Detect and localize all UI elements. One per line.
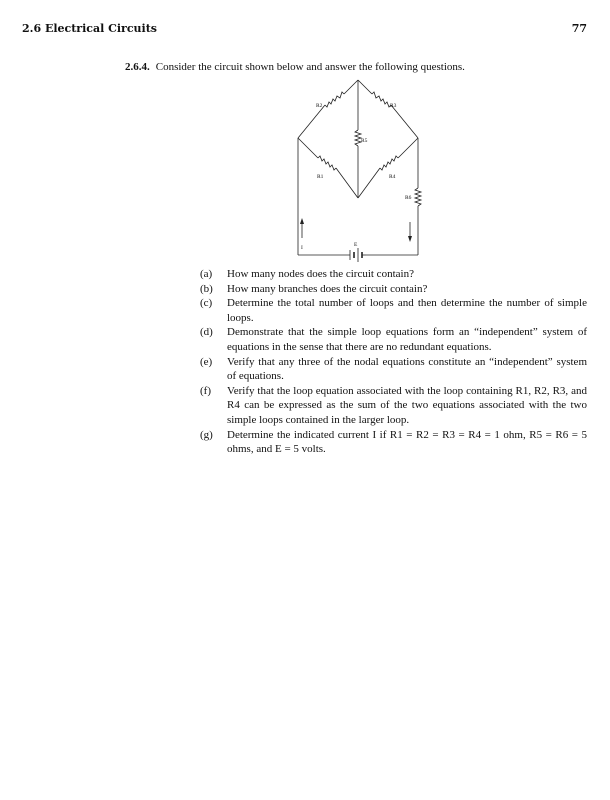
resistor-r2-symbol [325,92,344,107]
question-item [200,355,587,384]
question-item [200,428,587,457]
wire-bottom-right-upper [398,138,418,158]
label-source: E [354,242,358,248]
question-label: (g) [200,428,213,441]
resistor-r6-symbol [415,188,421,206]
question-label: (d) [200,326,213,339]
problem-number: 2.6.4. [125,61,150,73]
question-text: Verify that any three of the nodal equations constitute an “independent” system of equations. [227,355,587,383]
wire-top-right-upper [358,80,372,94]
label-r1: R1 [317,174,324,180]
label-r6: R6 [405,195,412,201]
problem-text: Consider the circuit shown below and answer the following questions. [155,61,465,73]
question-item [200,384,587,428]
question-text: Verify that the loop equation associated with the loop containing R1, R2, R3, and R4 can be expressed as the sum of the two equations associated with the two simple loops contained in the larger loop. [227,384,587,426]
question-text: Determine the total number of loops and then determine the number of simple loops. [227,297,587,324]
question-item [200,296,587,325]
wire-bottom-left-lower [336,168,358,198]
question-label: (a) [200,268,213,280]
question-label: (e) [200,355,213,368]
question-text: Demonstrate that the simple loop equations form an “independent” system of equations in the sense that there are no redundant equations. [227,326,587,353]
section-title: 2.6 Electrical Circuits [22,22,157,35]
label-r2: R2 [316,103,323,109]
label-r4: R4 [389,174,396,180]
label-current: I [301,245,303,251]
label-r5: R5 [361,138,368,144]
wire-bottom-left-upper [298,138,318,158]
question-list [200,267,587,457]
question-text: Determine the indicated current I if R1 = R2 = R3 = R4 = 1 ohm, R5 = R6 = 5 ohms, and E = 5 volts. [227,428,587,456]
wire-top-left-upper [344,80,358,94]
resistor-r1-symbol [318,156,336,170]
question-item [200,267,587,282]
wire-top-left-lower [298,105,325,138]
current-arrow-left-head [300,218,304,224]
question-label: (f) [200,384,211,397]
question-text: How many branches does the circuit contain? [227,282,428,295]
wire-bottom-right-lower [358,168,380,198]
question-item [200,325,587,354]
page-number: 77 [571,22,587,35]
resistor-r4-symbol [380,156,398,170]
question-label: (b) [200,282,213,295]
resistor-r3-symbol [372,92,391,107]
question-item [200,282,587,297]
question-label: (c) [200,297,213,310]
wire-top-right-lower [391,105,418,138]
current-arrow-right-head [408,236,412,242]
question-text: How many nodes does the circuit contain? [227,268,414,280]
label-r3: R3 [390,103,397,109]
